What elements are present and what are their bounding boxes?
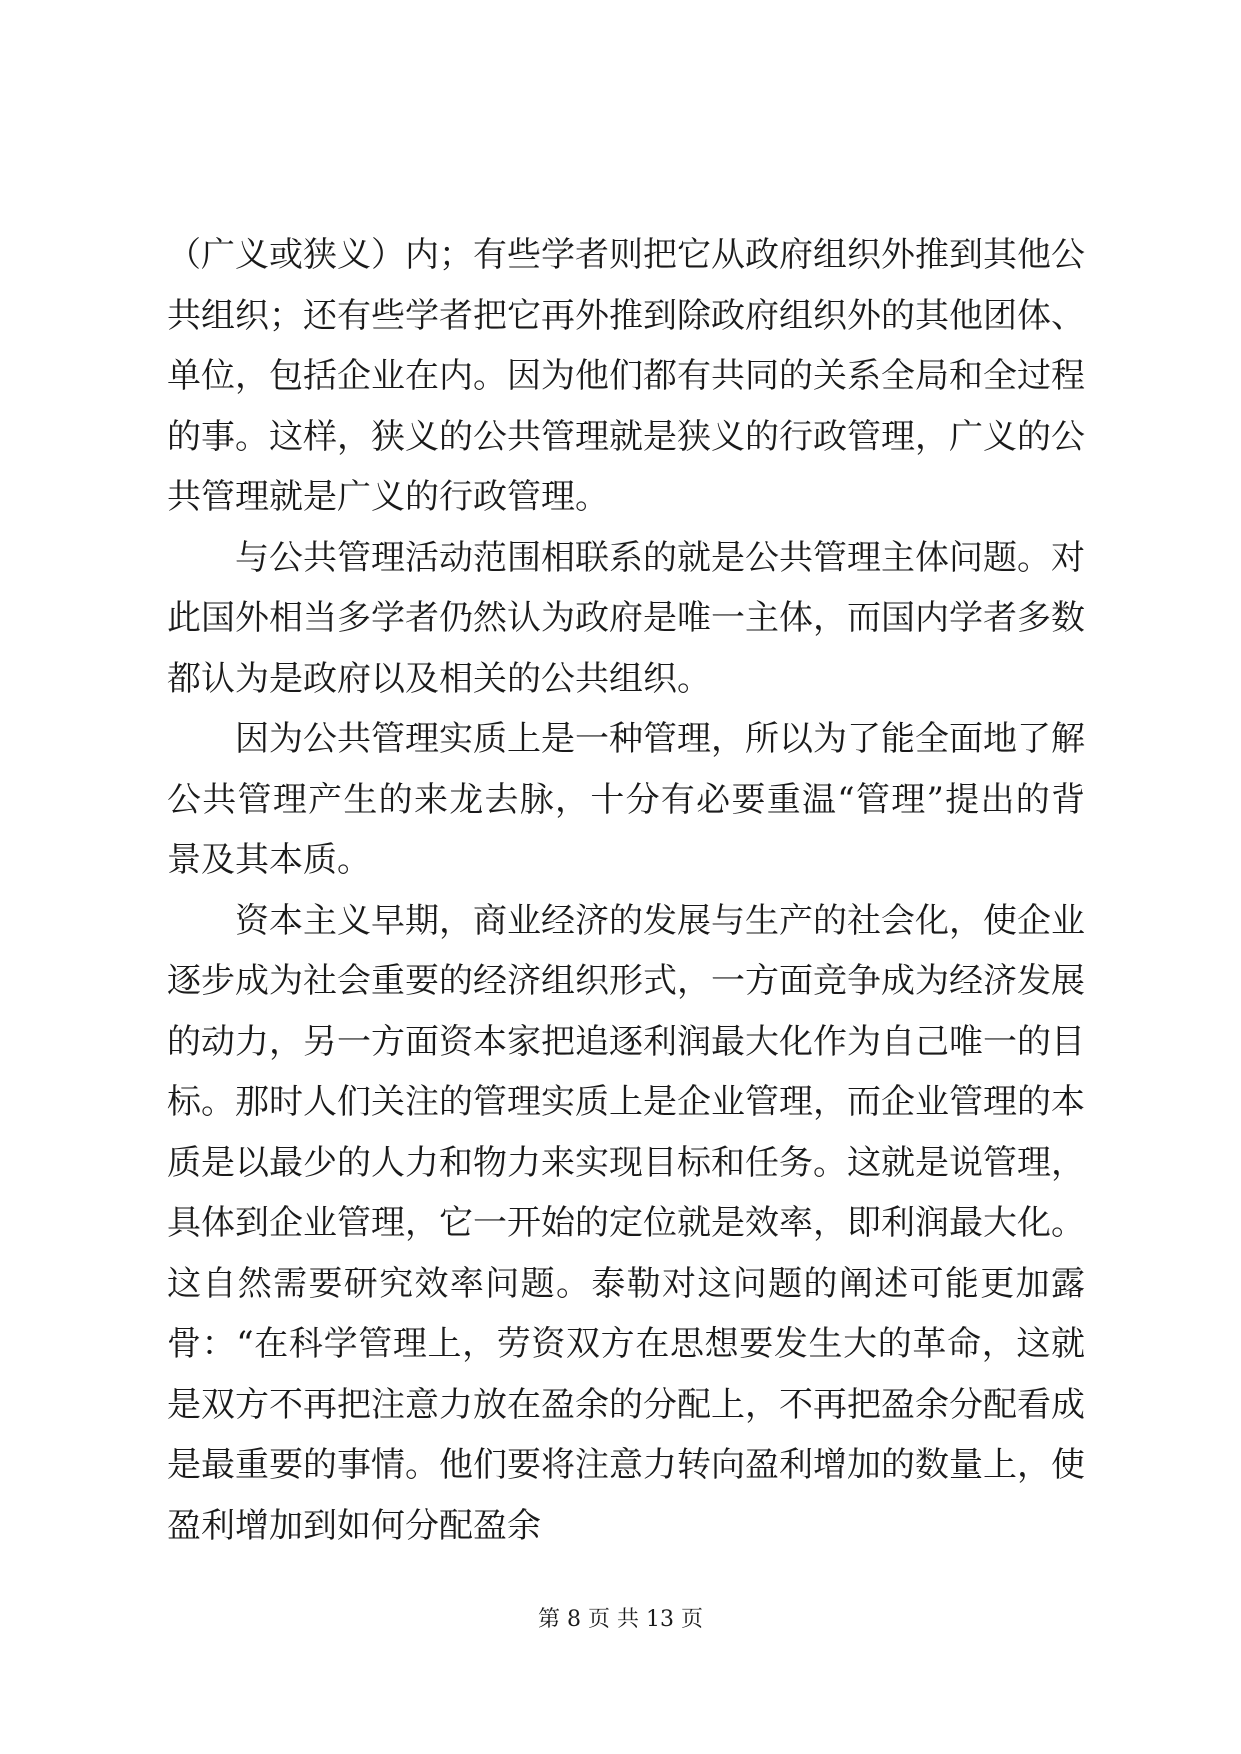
page-number-label: 第 8 页 共 13 页 — [538, 1607, 703, 1632]
paragraph-2: 与公共管理活动范围相联系的就是公共管理主体问题。对此国外相当多学者仍然认为政府是唯一主体，而国内学者多数都认为是政府以及相关的公共组织。 — [167, 537, 1085, 699]
paragraph-4: 资本主义早期，商业经济的发展与生产的社会化，使企业逐步成为社会重要的经济组织形式，一方面竞争成为经济发展的动力，另一方面资本家把追逐利润最大化作为自己唯一的目标。那时人们关注的管理实质上是企业管理，而企业管理的本质是以最少的人力和物力来实现目标和任务。这就是说管理，具体到企业管理，它一开始的定位就是效率，即利润最大化。这自然需要研究效率问题。泰勒对这问题的阐述可能更加露骨：“在科学管理上，劳资双方在思想要发生大的革命，这就是双方不再把注意力放在盈余的分配上，不再把盈余分配看成是最重要的事情。他们要将注意力转向盈利增加的数量上，使盈利增加到如何分配盈余 — [167, 900, 1085, 1546]
page-footer — [0, 1605, 1241, 1635]
paragraph-1: （广义或狭义）内；有些学者则把它从政府组织外推到其他公共组织；还有些学者把它再外推到除政府组织外的其他团体、单位，包括企业在内。因为他们都有共同的关系全局和全过程的事。这样，狭义的公共管理就是狭义的行政管理，广义的公共管理就是广义的行政管理。 — [167, 235, 1085, 517]
document-body — [167, 225, 1085, 1556]
paragraph-3: 因为公共管理实质上是一种管理，所以为了能全面地了解公共管理产生的来龙去脉，十分有必要重温“管理”提出的背景及其本质。 — [167, 719, 1085, 880]
